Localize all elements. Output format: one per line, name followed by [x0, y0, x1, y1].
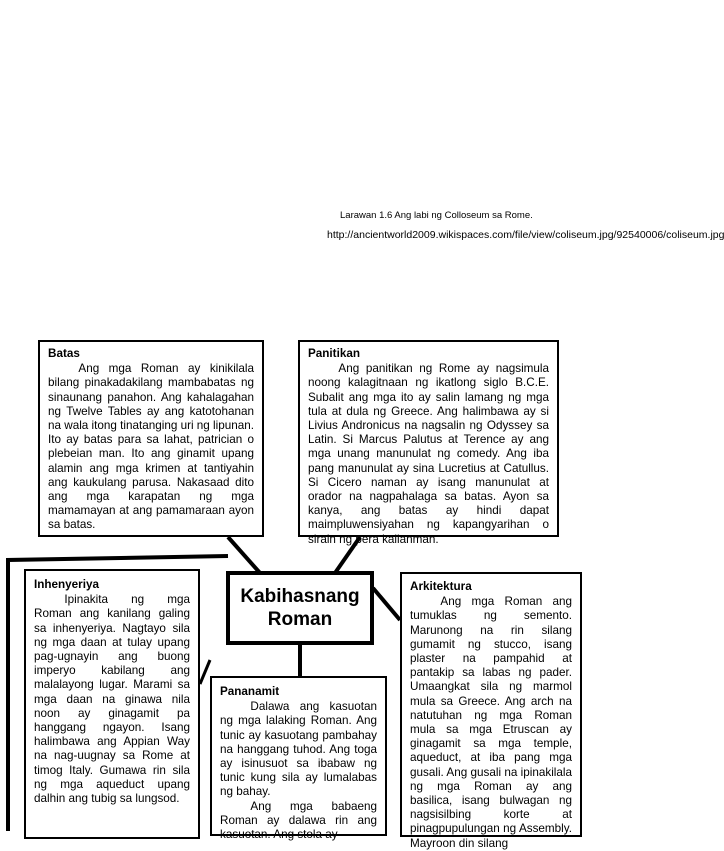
panitikan-text: Ang panitikan ng Rome ay nagsimula noong kalagitnaan ng ikatlong siglo B.C.E. Subalit ang mga ito ay salin lamang ng mga tula at dula ng Greece. Ang halimbawa ay si Livius Andronicus na nagsalin ng Odyssey sa Latin. Si Marcus Palutus at Terence ay ang mga unang manunulat ng comedy. Ang iba pang manunulat ay sina Lucretius at Catullus. Si Cicero naman ay isang manunulat at orador na nagpahalaga sa batas. Ayon sa kanya, ang batas ay hindi dapat maimpluwensiyahan ng kapangyarihan o sirain ng pera kailanman.	[308, 362, 549, 546]
figure-source-url: http://ancientworld2009.wikispaces.com/file/view/coliseum.jpg/92540006/coliseum.jpg	[327, 229, 724, 241]
connector-arkitektura	[373, 588, 400, 620]
arkitektura-text: Ang mga Roman ang tumuklas ng semento. Marunong na rin silang gumamit ng stucco, isang plaster na pampahid at pantakip sa labas ng pader. Umaangkat sila ng marmol mula sa Greece. Ang arch na natutuhan ng mga Roman mula sa mga Etruscan ay ginagamit sa mga temple, aqueduct, at iba pang mga gusali. Ang gusali na ipinakilala ng mga Roman ay ang basilica, isang bulwagan ng nagsisilbing korte at pinagpupulungan ng Assembly. Mayroon din silang	[410, 595, 572, 850]
pananamit-title: Pananamit	[220, 685, 280, 698]
pananamit-text-1: Dalawa ang kasuotan ng mga lalaking Roman. Ang tunic ay kasuotang pambahay na hanggang tuhod. Ang toga ay isinusuot sa ibabaw ng tunic kung sila ay lumalabas ng bahay.	[220, 700, 377, 799]
pananamit-text-2: Ang mga babaeng Roman ay dalawa rin ang kasuotan. Ang stola ay	[220, 799, 377, 842]
batas-title: Batas	[48, 347, 80, 360]
panitikan-title: Panitikan	[308, 347, 360, 360]
inhenyeriya-text: Ipinakita ng mga Roman ang kanilang galing sa inhenyeriya. Nagtayo sila ng mga daan at tulay upang pag-ugnayin ang buong imperyo kabilang ang malalayong lugar. Marami sa mga daan na ginawa nila noon ay ginagamit pa hanggang ngayon. Isang halimbawa ang Appian Way na nag-uugnay sa Rome at timog Italy. Gumawa rin sila ng mga aqueduct upang dalhin ang tubig sa lungsod.	[34, 593, 190, 806]
batas-box	[38, 340, 264, 537]
figure-caption: Larawan 1.6 Ang labi ng Colloseum sa Rome.	[340, 210, 533, 221]
central-topic-line1: Kabihasnang	[240, 586, 360, 607]
inhenyeriya-box	[24, 569, 200, 839]
panitikan-box	[298, 340, 559, 546]
connector-inhenyeriya-tick	[200, 660, 210, 684]
connector-batas	[228, 537, 260, 573]
central-topic-line2: Roman	[267, 609, 333, 630]
pananamit-box	[210, 676, 387, 842]
inhenyeriya-title: Inhenyeriya	[34, 578, 99, 591]
arkitektura-box	[400, 572, 582, 850]
batas-text: Ang mga Roman ay kinikilala bilang pinakadakilang mambabatas ng sinaunang panahon. Ang kahalagahan ng Twelve Tables ay ang katotohanan na wala itong tinatanging uri ng lipunan. Ito ay batas para sa lahat, patrician o plebeian man. Ito ang ginamit upang alamin ang mga krimen at tantiyahin ang kaukulang parusa. Nakasaad dito ang mga karapatan ng mga mamamayan at ang pamamaraan ayon sa batas.	[48, 362, 254, 532]
central-topic	[226, 571, 374, 645]
arkitektura-title: Arkitektura	[410, 580, 472, 593]
